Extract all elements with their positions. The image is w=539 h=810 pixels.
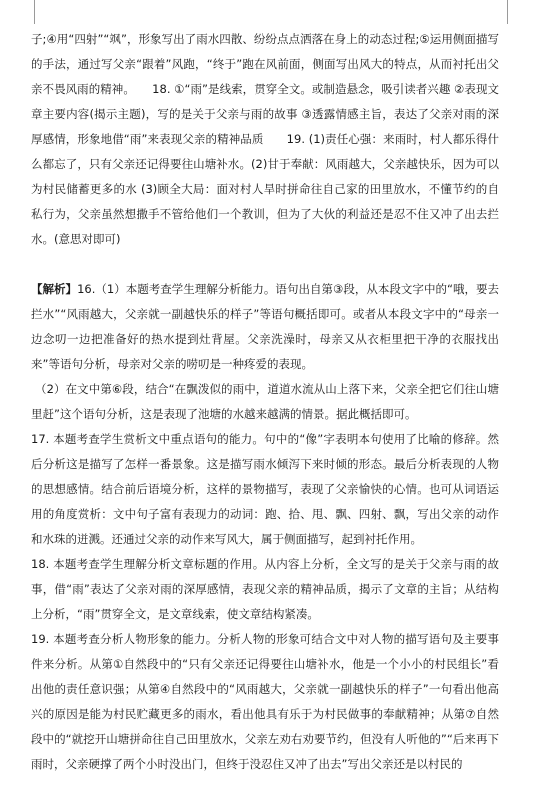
- crop-mark-top-right: [507, 0, 508, 24]
- paragraph-gap: [31, 252, 499, 277]
- analysis-paragraph-17: 17. 本题考查学生赏析文中重点语句的能力。句中的“像”字表明本句使用了比喻的修辞。然后分析这是描写了怎样一番景象。这是描写雨水倾泻下来时倾的形态。最后分析表现的人物的思想感情。结合前后语境分析，这样的景物描写，表现了父亲愉快的心情。也可从词语运用的角度赏析：文中句子富有表现力的动词：跑、拾、甩、飘、四射、飘，写出父亲的动作和水珠的迸溅。还通过父亲的动作来写风大，属于侧面描写，起到衬托作用。: [31, 432, 499, 546]
- analysis-paragraph-16-1: [31, 277, 499, 377]
- analysis-paragraph-19: 19. 本题考查分析人物形象的能力。分析人物的形象可结合文中对人物的描写语句及主要事件来分析。从第①自然段中的“只有父亲还记得要往山塘补水，他是一个小小的村民组长”看出他的责任意识强；从第④自然段中的“风雨越大，父亲就一副越快乐的样子”一句看出他高兴的原因是能为村民贮藏更多的雨水，看出他具有乐于为村民做事的奉献精神；从第⑦自然段中的“就挖开山塘拼命往自己田里放水，父亲左劝右劝要节约，但没有人听他的”“后来再下雨时，父亲硬撑了两个小时没出门，但终于没忍住又冲了出去”写出父亲还是以村民的: [31, 632, 499, 771]
- analysis-tag: 【解析】: [31, 282, 78, 296]
- analysis-text-16-1: 16.（1）本题考查学生理解分析能力。语句出自第③段，从本段文字中的“哦，要去拦水”“风雨越大，父亲就一副越快乐的样子”等语句概括即可。或者从本段文字中的“母亲一边念叨一边把准备好的热水提到灶背屋。父亲洗澡时，母亲又从衣柜里把干净的衣服找出来”等语句分析，母亲对父亲的唠叨是一种疼爱的表现。: [31, 282, 499, 371]
- document-body: [31, 27, 499, 777]
- analysis-paragraph-18: 18. 本题考查学生理解分析文章标题的作用。从内容上分析，全文写的是关于父亲与雨的故事，借“雨”表达了父亲对雨的深厚感情，表现父亲的精神品质，揭示了文章的主旨；从结构上分析，“雨”贯穿全文，是文章线索，使文章结构紧凑。: [31, 557, 499, 621]
- answer-paragraph: 子;④用“四射”“飒”，形象写出了雨水四散、纷纷点点洒落在身上的动态过程;⑤运用侧面描写的手法，通过写父亲“跟着”风跑，“终于”跑在风前面，侧面写出风大的特点，从而衬托出父亲不畏风雨的精神。 18. ①“雨”是线索，贯穿全文。或制造悬念，吸引读者兴趣 ②表现文章主要内容(揭示主题)，写的是关于父亲与雨的故事 ③透露情感主旨，表达了父亲对雨的深厚感情，形象地借“雨”来表现父亲的精神品质 19. (1)责任心强：来雨时，村人都乐得什么都忘了，只有父亲还记得要往山塘补水。(2)甘于奉献：风雨越大，父亲越快乐，因为可以为村民储蓄更多的水 (3)顾全大局：面对村人旱时拼命往自己家的田里放水，不懂节约的自私行为，父亲虽然想撒手不管给他们一个教训，但为了大伙的利益还是忍不住又冲了出去拦水。(意思对即可): [31, 32, 499, 246]
- crop-mark-top-left: [34, 0, 35, 24]
- analysis-paragraph-16-2: （2）在文中第⑥段，结合“在飘泼似的雨中，道道水流从山上落下来，父亲全把它们往山塘里赶”这个语句分析，这是表现了池塘的水越来越满的情景。据此概括即可。: [31, 382, 499, 421]
